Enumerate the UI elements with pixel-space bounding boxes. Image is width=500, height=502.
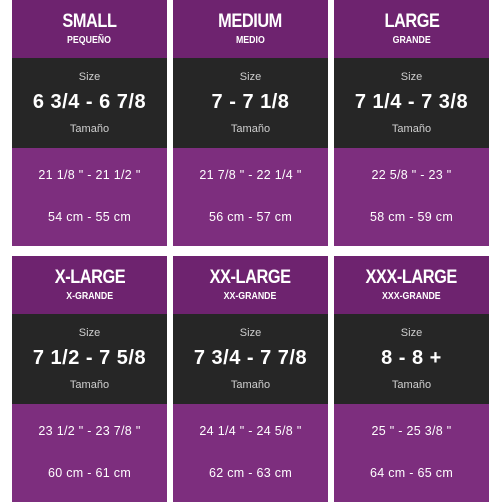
cm-range: 56 cm - 57 cm [208, 210, 293, 224]
inches-range: 25 " - 25 3/8 " [371, 424, 452, 438]
inches-range: 21 1/8 " - 21 1/2 " [38, 168, 141, 182]
cm-range: 62 cm - 63 cm [208, 466, 293, 480]
inches-range: 24 1/4 " - 24 5/8 " [199, 424, 302, 438]
inches-range: 21 7/8 " - 22 1/4 " [199, 168, 302, 182]
cm-range: 64 cm - 65 cm [369, 466, 454, 480]
size-label: Size [400, 327, 423, 339]
cm-range: 60 cm - 61 cm [47, 466, 132, 480]
measurement-panel [173, 148, 328, 246]
size-name-es: X-GRANDE [66, 290, 113, 302]
size-name-en: SMALL [62, 10, 117, 32]
size-card-large [334, 0, 489, 246]
size-name-es: GRANDE [392, 34, 431, 46]
size-label: Size [78, 71, 101, 83]
inches-range: 22 5/8 " - 23 " [371, 168, 452, 182]
card-header [173, 256, 328, 314]
size-name-es: MEDIO [236, 34, 265, 46]
measurement-panel [334, 404, 489, 502]
size-value: 6 3/4 - 6 7/8 [32, 91, 147, 113]
size-name-en: LARGE [383, 10, 440, 32]
tamano-label: Tamaño [230, 123, 271, 135]
size-name-en: XXX-LARGE [365, 266, 458, 288]
tamano-label: Tamaño [230, 379, 271, 391]
size-panel [173, 58, 328, 148]
size-panel [12, 58, 167, 148]
size-card-xx-large [173, 256, 328, 502]
tamano-label: Tamaño [69, 379, 110, 391]
size-label: Size [239, 327, 262, 339]
card-header [12, 0, 167, 58]
cm-range: 54 cm - 55 cm [47, 210, 132, 224]
cm-range: 58 cm - 59 cm [369, 210, 454, 224]
size-name-en: X-LARGE [54, 266, 125, 288]
size-name-es: XXX-GRANDE [382, 290, 441, 302]
card-header [334, 256, 489, 314]
measurement-panel [12, 404, 167, 502]
size-name-en: MEDIUM [218, 10, 283, 32]
size-card-x-large [12, 256, 167, 502]
card-header [12, 256, 167, 314]
tamano-label: Tamaño [69, 123, 110, 135]
size-card-medium [173, 0, 328, 246]
inches-range: 23 1/2 " - 23 7/8 " [38, 424, 141, 438]
size-card-small [12, 0, 167, 246]
tamano-label: Tamaño [391, 123, 432, 135]
size-value: 7 1/4 - 7 3/8 [354, 91, 469, 113]
size-value: 8 - 8 + [381, 347, 442, 369]
size-name-en: XX-LARGE [209, 266, 292, 288]
size-name-es: XX-GRANDE [224, 290, 277, 302]
size-panel [334, 314, 489, 404]
size-value: 7 - 7 1/8 [211, 91, 290, 113]
tamano-label: Tamaño [391, 379, 432, 391]
card-header [334, 0, 489, 58]
size-label: Size [239, 71, 262, 83]
measurement-panel [173, 404, 328, 502]
size-panel [12, 314, 167, 404]
size-panel [334, 58, 489, 148]
card-header [173, 0, 328, 58]
size-value: 7 1/2 - 7 5/8 [32, 347, 147, 369]
size-label: Size [400, 71, 423, 83]
size-label: Size [78, 327, 101, 339]
size-name-es: PEQUEÑO [67, 34, 112, 46]
measurement-panel [334, 148, 489, 246]
measurement-panel [12, 148, 167, 246]
size-card-xxx-large [334, 256, 489, 502]
size-panel [173, 314, 328, 404]
size-value: 7 3/4 - 7 7/8 [193, 347, 308, 369]
